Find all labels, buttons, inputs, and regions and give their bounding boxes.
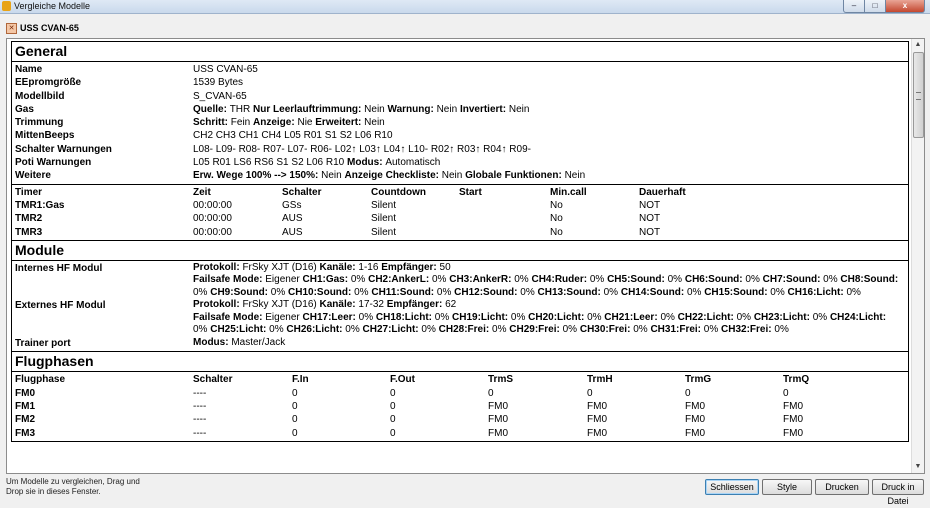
model-tab-label: USS CVAN-65 — [20, 23, 79, 33]
general-row — [12, 129, 908, 142]
row-label: MittenBeeps — [15, 130, 75, 142]
table-cell: FM1 — [15, 400, 35, 412]
field-label: CH10:Sound: — [288, 286, 355, 298]
close-button[interactable]: Schliessen — [705, 479, 759, 495]
general-row — [12, 76, 908, 89]
table-cell: FM0 — [488, 414, 508, 426]
field-value: 0% — [823, 274, 841, 286]
field-value: 0% — [270, 286, 289, 298]
module-heading: Module — [11, 241, 909, 260]
title-bar — [0, 0, 930, 14]
field-label: CH9:Sound: — [210, 286, 271, 298]
table-cell: No — [550, 199, 563, 211]
row-value — [193, 156, 440, 169]
column-header: Min.call — [550, 186, 587, 198]
table-cell: Silent — [371, 226, 397, 238]
field-value: 0% — [421, 324, 439, 336]
module-label: Internes HF Modul — [15, 262, 103, 274]
table-cell: Silent — [371, 213, 397, 225]
print-to-file-button[interactable]: Druck in Datei — [872, 479, 924, 495]
field-label: CH7:Sound: — [762, 274, 824, 286]
field-label: Protokoll: — [193, 261, 243, 273]
table-cell: FM0 — [587, 414, 607, 426]
field-value: Nein — [441, 170, 466, 182]
table-cell: 0 — [783, 387, 789, 399]
field-value: FrSky XJT (D16) — [242, 261, 320, 273]
row-value — [193, 143, 531, 156]
table-cell: 0 — [390, 414, 396, 426]
field-value: 0% — [193, 286, 211, 298]
row-value — [193, 129, 393, 142]
table-row — [12, 427, 908, 440]
table-header — [12, 186, 908, 199]
general-row — [12, 143, 908, 156]
module-section — [11, 260, 909, 353]
field-value: 0% — [510, 311, 529, 323]
field-label: CH29:Frei: — [509, 324, 563, 336]
table-cell: FM0 — [587, 427, 607, 439]
field-label: Kanäle: — [319, 299, 359, 311]
field-value: 0% — [667, 274, 685, 286]
field-value: 0% — [350, 274, 369, 286]
table-cell: NOT — [639, 199, 661, 211]
field-label: CH17:Leer: — [302, 311, 359, 323]
field-value: 0% — [633, 324, 651, 336]
field-value: 0% — [703, 324, 722, 336]
field-value: 0% — [686, 286, 705, 298]
field-label: Schritt: — [193, 117, 231, 129]
column-header: Timer — [15, 186, 43, 198]
vertical-scrollbar[interactable] — [911, 39, 924, 473]
column-header: TrmQ — [783, 374, 810, 386]
table-cell: 0 — [292, 400, 298, 412]
table-cell: FM0 — [15, 387, 35, 399]
module-value — [193, 262, 908, 300]
table-cell: AUS — [282, 213, 303, 225]
field-label: CH15:Sound: — [704, 286, 771, 298]
field-value: 0% — [514, 274, 532, 286]
column-header: Schalter — [193, 374, 233, 386]
field-label: Failsafe Mode: — [193, 274, 266, 286]
minimize-button[interactable]: – — [843, 0, 865, 13]
field-value: CH2 CH3 CH1 CH4 L05 R01 S1 S2 L06 R10 — [193, 130, 393, 142]
field-value: USS CVAN-65 — [193, 64, 258, 75]
row-value — [193, 63, 258, 76]
row-value — [193, 103, 529, 116]
field-value: 0% — [587, 311, 605, 323]
table-cell: 0 — [292, 414, 298, 426]
module-line — [193, 262, 902, 275]
field-value: 0% — [269, 324, 287, 336]
field-value: L05 R01 LS6 RS6 S1 S2 L06 R10 — [193, 157, 347, 169]
field-value: Nein — [436, 103, 460, 115]
field-label: Erw. Wege 100% --> 150%: — [193, 170, 322, 182]
model-tab[interactable] — [6, 22, 79, 34]
field-label: CH20:Licht: — [528, 311, 588, 323]
column-header: F.In — [292, 374, 309, 386]
field-value: 0% — [589, 274, 608, 286]
field-label: CH8:Sound: — [840, 274, 899, 286]
field-label: CH3:AnkerR: — [449, 274, 515, 286]
row-label: Trimmung — [15, 117, 64, 129]
table-cell: 0 — [292, 427, 298, 439]
field-value: 0% — [603, 286, 621, 298]
field-value: 0% — [193, 324, 211, 336]
field-label: Protokoll: — [193, 299, 243, 311]
module-label: Externes HF Modul — [15, 300, 106, 312]
table-row — [12, 400, 908, 413]
field-label: Erweitert: — [315, 117, 365, 129]
field-label: CH13:Sound: — [537, 286, 604, 298]
field-label: Globale Funktionen: — [465, 170, 565, 182]
field-value: Eigener — [265, 274, 303, 286]
general-row — [12, 103, 908, 116]
table-cell: 0 — [488, 387, 494, 399]
field-value: Nein — [564, 170, 586, 182]
table-cell: FM0 — [488, 400, 508, 412]
field-value: 0% — [812, 311, 830, 323]
table-cell: FM0 — [685, 414, 705, 426]
field-value: 0% — [354, 286, 372, 298]
field-label: CH22:Licht: — [677, 311, 737, 323]
table-cell: 0 — [292, 387, 298, 399]
table-row — [12, 226, 908, 239]
field-value: 0% — [436, 286, 455, 298]
column-header: Start — [459, 186, 482, 198]
table-cell: 0 — [390, 427, 396, 439]
field-label: CH6:Sound: — [684, 274, 746, 286]
module-label: Trainer port — [15, 337, 71, 349]
table-cell: FM0 — [783, 414, 803, 426]
module-value — [193, 337, 908, 350]
remove-model-icon[interactable]: ✕ — [6, 23, 17, 34]
field-value: THR — [229, 103, 254, 115]
column-header: TrmH — [587, 374, 613, 386]
field-label: CH24:Licht: — [829, 311, 887, 323]
table-row — [12, 199, 908, 212]
field-label: CH32:Frei: — [721, 324, 775, 336]
row-label: EEpromgröße — [15, 77, 82, 89]
column-header: Zeit — [193, 186, 211, 198]
row-value — [193, 169, 585, 182]
field-value: 0% — [770, 286, 788, 298]
field-label: Invertiert: — [459, 103, 509, 115]
field-label: CH2:AnkerL: — [368, 274, 432, 286]
table-cell: FM0 — [783, 400, 803, 412]
field-label: CH18:Licht: — [375, 311, 435, 323]
row-label: Name — [15, 64, 43, 75]
module-line — [193, 299, 902, 312]
field-value: 50 — [439, 261, 451, 273]
field-label: Warnung: — [387, 103, 437, 115]
column-header: TrmG — [685, 374, 712, 386]
field-value: S_CVAN-65 — [193, 90, 247, 102]
field-label: CH27:Licht: — [362, 324, 422, 336]
field-label: Nur Leerlauftrimmung: — [253, 103, 365, 115]
row-value — [193, 90, 247, 103]
field-label: CH21:Leer: — [604, 311, 661, 323]
scroll-up-icon[interactable]: ▲ — [914, 41, 922, 48]
table-cell: 00:00:00 — [193, 226, 232, 238]
row-value — [193, 76, 243, 89]
scrollbar-thumb[interactable] — [913, 52, 924, 138]
field-label: CH4:Ruder: — [531, 274, 590, 286]
field-label: CH25:Licht: — [210, 324, 270, 336]
field-value: 0% — [432, 274, 450, 286]
maximize-button[interactable]: □ — [865, 0, 886, 13]
field-label: Quelle: — [193, 103, 230, 115]
row-label: Gas — [15, 103, 34, 115]
table-cell: 0 — [587, 387, 593, 399]
field-label: Empfänger: — [386, 299, 446, 311]
module-line — [193, 312, 902, 337]
field-label: CH23:Licht: — [753, 311, 813, 323]
general-heading: General — [11, 41, 909, 61]
field-value: 0% — [846, 286, 861, 298]
field-value: Nein — [364, 103, 388, 115]
field-value: 0% — [736, 311, 754, 323]
field-value: Fein — [230, 117, 254, 129]
row-label: Schalter Warnungen — [15, 143, 112, 155]
field-label: Kanäle: — [319, 261, 359, 273]
table-cell: NOT — [639, 226, 661, 238]
table-cell: NOT — [639, 213, 661, 225]
flugphasen-table — [11, 371, 909, 441]
scroll-down-icon[interactable]: ▼ — [914, 463, 922, 470]
field-label: CH14:Sound: — [620, 286, 687, 298]
field-value: 0% — [358, 311, 376, 323]
table-cell: TMR3 — [15, 226, 43, 238]
field-value: L08- L09- R08- R07- L07- R06- L02↑ L03↑ L04↑ L10- R02↑ R03↑ R04↑ R09- — [193, 143, 531, 155]
field-value: Nein — [508, 103, 530, 115]
column-header: F.Out — [390, 374, 415, 386]
field-label: CH11:Sound: — [371, 286, 437, 298]
table-cell: 0 — [685, 387, 691, 399]
table-cell: TMR1:Gas — [15, 199, 65, 211]
field-value: 62 — [445, 299, 457, 311]
general-row — [12, 116, 908, 129]
module-item — [12, 262, 908, 300]
field-label: Modus: — [347, 157, 386, 169]
field-label: CH31:Frei: — [650, 324, 704, 336]
field-label: CH28:Frei: — [438, 324, 493, 336]
general-row — [12, 90, 908, 103]
table-cell: TMR2 — [15, 213, 43, 225]
field-value: 1-16 — [358, 261, 382, 273]
module-line — [193, 274, 902, 299]
table-cell: ---- — [193, 387, 207, 399]
table-cell: FM0 — [587, 400, 607, 412]
field-value: 0% — [774, 324, 789, 336]
field-value: FrSky XJT (D16) — [242, 299, 320, 311]
module-value — [193, 299, 908, 337]
status-hint: Um Modelle zu vergleichen, Drag und Drop sie in dieses Fenster. — [6, 477, 140, 496]
close-window-button[interactable]: x — [886, 0, 925, 13]
table-header — [12, 373, 908, 386]
field-value: 0% — [345, 324, 363, 336]
table-cell: No — [550, 226, 563, 238]
table-cell: ---- — [193, 414, 207, 426]
field-label: CH26:Licht: — [286, 324, 346, 336]
table-row — [12, 387, 908, 400]
table-row — [12, 413, 908, 426]
column-header: Dauerhaft — [639, 186, 686, 198]
row-label: Modellbild — [15, 90, 65, 102]
column-header: Flugphase — [15, 374, 66, 386]
app-icon — [2, 1, 11, 11]
field-value: 0% — [492, 324, 510, 336]
field-label: Failsafe Mode: — [193, 311, 266, 323]
field-value: 17-32 — [358, 299, 387, 311]
field-label: Anzeige Checkliste: — [344, 170, 442, 182]
model-tab-bar — [0, 14, 930, 36]
table-cell: No — [550, 213, 563, 225]
comparison-document — [11, 41, 909, 442]
timer-table — [12, 184, 908, 240]
comparison-view[interactable] — [6, 38, 925, 474]
table-cell: FM2 — [15, 414, 35, 426]
table-cell: AUS — [282, 226, 303, 238]
row-label: Weitere — [15, 170, 51, 182]
field-label: CH30:Frei: — [579, 324, 634, 336]
table-cell: FM0 — [488, 427, 508, 439]
table-cell: ---- — [193, 400, 207, 412]
column-header: Countdown — [371, 186, 426, 198]
table-cell: GSs — [282, 199, 302, 211]
field-value: 1539 Bytes — [193, 77, 244, 89]
print-button[interactable]: Drucken — [815, 479, 869, 495]
field-value: 0% — [562, 324, 580, 336]
window-title: Vergleiche Modelle — [14, 1, 91, 11]
general-section — [11, 61, 909, 241]
column-header: Schalter — [282, 186, 322, 198]
field-value: 0% — [520, 286, 538, 298]
field-label: CH19:Licht: — [452, 311, 511, 323]
flugphasen-heading: Flugphasen — [11, 352, 909, 371]
table-cell: 0 — [390, 400, 396, 412]
field-value: 0% — [434, 311, 453, 323]
field-label: CH16:Licht: — [787, 286, 847, 298]
table-cell: 0 — [390, 387, 396, 399]
module-item — [12, 299, 908, 337]
style-button[interactable]: Style — [762, 479, 812, 495]
field-label: CH1:Gas: — [302, 274, 351, 286]
row-label: Poti Warnungen — [15, 157, 92, 169]
field-value: Eigener — [265, 311, 303, 323]
field-value: Master/Jack — [231, 336, 286, 348]
grip-icon — [916, 92, 921, 100]
field-value: Automatisch — [385, 157, 441, 169]
table-row — [12, 212, 908, 225]
column-header: TrmS — [488, 374, 514, 386]
table-cell: FM0 — [783, 427, 803, 439]
table-cell: FM3 — [15, 427, 35, 439]
row-value — [193, 116, 385, 129]
table-cell: FM0 — [685, 400, 705, 412]
field-value: Nein — [364, 117, 385, 129]
table-cell: Silent — [371, 199, 397, 211]
general-row — [12, 63, 908, 76]
general-row — [12, 169, 908, 182]
table-cell: ---- — [193, 427, 207, 439]
table-cell: 00:00:00 — [193, 199, 232, 211]
table-cell: FM0 — [685, 427, 705, 439]
window-controls — [843, 0, 925, 12]
field-label: CH5:Sound: — [607, 274, 668, 286]
field-value: 0% — [745, 274, 763, 286]
table-cell: 00:00:00 — [193, 213, 232, 225]
module-item — [12, 337, 908, 350]
field-value: Nie — [297, 117, 316, 129]
field-label: Empfänger: — [381, 261, 440, 273]
field-label: Modus: — [193, 336, 232, 348]
field-value: Nein — [321, 170, 345, 182]
field-label: Anzeige: — [253, 117, 298, 129]
module-line — [193, 337, 902, 350]
field-label: CH12:Sound: — [454, 286, 521, 298]
general-row — [12, 156, 908, 169]
field-value: 0% — [660, 311, 678, 323]
